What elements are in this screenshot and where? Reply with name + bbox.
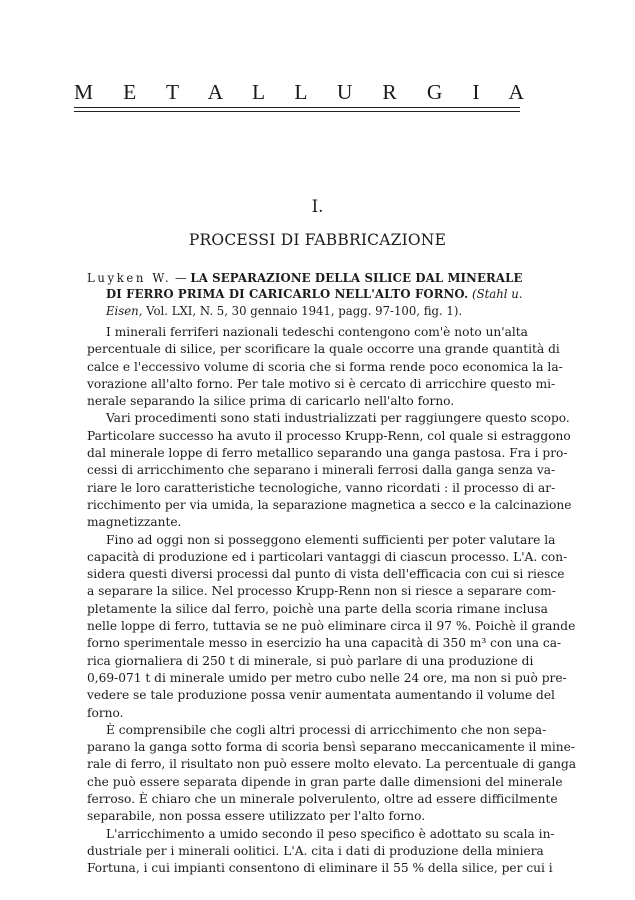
body-line: Particolare successo ha avuto il processo Krupp-Renn, col quale si estraggono <box>87 428 571 443</box>
body-line: cessi di arricchimento che separano i minerali ferrosi dalla ganga senza va- <box>87 463 556 478</box>
section-number: I. <box>311 197 324 216</box>
body-line: Fino ad oggi non si posseggono elementi sufficienti per poter valutare la <box>106 532 556 547</box>
body-line: dustriale per i minerali oolitici. L'A. cita i dati di produzione della miniera <box>87 843 544 858</box>
bibliographic-entry <box>87 270 523 319</box>
body-line: separabile, non possa essere utilizzato per l'alto forno. <box>87 809 426 824</box>
running-title: M E T A L L U R G I A <box>74 80 524 104</box>
entry-source: (Stahl u. <box>472 287 523 302</box>
body-line: forno. <box>87 705 124 720</box>
entry-line-1 <box>87 270 523 286</box>
body-line: capacità di produzione ed i particolari vantaggi di ciascun processo. L'A. con- <box>87 549 568 564</box>
body-line: ferroso. È chiaro che un minerale polverulento, oltre ad essere difficilmente <box>87 792 558 807</box>
body-line: dal minerale loppe di ferro metallico separando una ganga pastosa. Fra i pro- <box>87 446 568 461</box>
entry-citation: Vol. LXI, N. 5, 30 gennaio 1941, pagg. 97-100, fig. 1). <box>146 303 463 318</box>
body-line: I minerali ferriferi nazionali tedeschi contengono com'è noto un'alta <box>106 325 528 339</box>
body-line: L'arricchimento a umido secondo il peso specifico è adottato su scala in- <box>106 826 555 841</box>
article-body <box>87 324 577 878</box>
entry-journal: Eisen, <box>106 303 143 318</box>
body-line: vedere se tale produzione possa venir aumentata aumentando il volume del <box>87 688 555 703</box>
entry-author: Luyken W. <box>87 271 172 285</box>
entry-line-3 <box>87 303 515 319</box>
header-rule-top <box>74 107 520 108</box>
body-line: Fortuna, i cui impianti consentono di eliminare il 55 % della silice, per cui i <box>87 861 553 876</box>
body-line: vorazione all'alto forno. Per tale motivo si è cercato di arricchire questo mi- <box>87 376 556 391</box>
entry-dash: — <box>174 271 187 285</box>
body-line: nelle loppe di ferro, tuttavia se ne può eliminare circa il 97 %. Poichè il grande <box>87 619 576 634</box>
body-line: calce e l'eccessivo volume di scoria che si forma rende poco economica la la- <box>87 359 563 374</box>
entry-line-2 <box>87 286 523 302</box>
body-line: 0,69-071 t di minerale umido per metro cubo nelle 24 ore, ma non si può pre- <box>87 670 567 685</box>
entry-title-line-1: LA SEPARAZIONE DELLA SILICE DAL MINERALE <box>190 271 523 285</box>
body-line: nerale separando la silice prima di caricarlo nell'alto forno. <box>87 394 455 409</box>
body-line: ricchimento per via umida, la separazione magnetica a secco e la calcinazione <box>87 497 572 512</box>
body-line: rica giornaliera di 250 t di minerale, si può parlare di una produzione di <box>87 653 534 668</box>
body-line: forno sperimentale messo in esercizio ha una capacità di 350 m³ con una ca- <box>87 636 562 651</box>
body-line: pletamente la silice dal ferro, poichè una parte della scoria rimane inclusa <box>87 601 548 616</box>
body-line: che può essere separata dipende in gran parte dalle dimensioni del minerale <box>87 774 563 789</box>
header-rule-bottom <box>74 111 520 112</box>
section-title: PROCESSI DI FABBRICAZIONE <box>188 231 447 249</box>
body-line: a separare la silice. Nel processo Krupp-Renn non si riesce a separare com- <box>87 584 556 599</box>
body-line: percentuale di silice, per scorificare la quale occorre una grande quantità di <box>87 342 560 357</box>
body-line: È comprensibile che cogli altri processi di arricchimento che non sepa- <box>106 722 547 737</box>
body-line: riare le loro caratteristiche tecnologiche, vanno ricordati : il processo di ar- <box>87 480 556 495</box>
body-line: sidera questi diversi processi dal punto di vista dell'efficacia con cui si riesce <box>87 567 565 582</box>
body-line: parano la ganga sotto forma di scoria bensì separano meccanicamente il mine- <box>87 740 575 755</box>
body-line: Vari procedimenti sono stati industrializzati per raggiungere questo scopo. <box>106 411 570 426</box>
entry-title-line-2: DI FERRO PRIMA DI CARICARLO NELL'ALTO FORNO. <box>106 287 469 302</box>
body-line: rale di ferro, il risultato non può essere molto elevato. La percentuale di ganga <box>87 757 577 772</box>
body-line: magnetizzante. <box>87 515 182 530</box>
